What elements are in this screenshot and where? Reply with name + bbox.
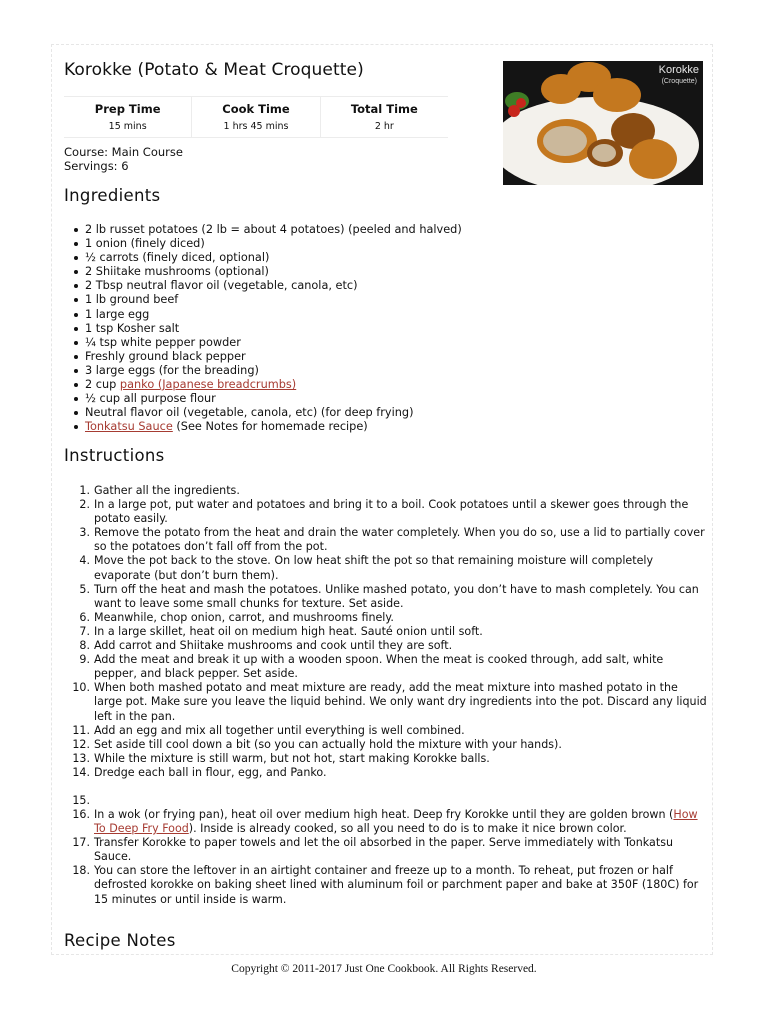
ingredient-item bbox=[64, 336, 684, 350]
ingredient-text: 1 onion (finely diced) bbox=[85, 237, 205, 251]
ingredient-text: (See Notes for homemade recipe) bbox=[172, 420, 368, 434]
ingredient-text: 2 Tbsp neutral flavor oil (vegetable, canola, etc) bbox=[85, 279, 358, 293]
step-text: Gather all the ingredients. bbox=[94, 484, 240, 497]
photo-caption-subtitle: (Croquette) bbox=[661, 78, 697, 85]
ingredient-text: 1 tsp Kosher salt bbox=[85, 321, 180, 335]
step-number: 1. bbox=[79, 484, 90, 497]
prep-time-label: Prep Time bbox=[94, 102, 161, 116]
instruction-step bbox=[64, 752, 708, 766]
instructions-list bbox=[64, 484, 708, 907]
instruction-step bbox=[64, 794, 708, 808]
step-number: 15. bbox=[72, 793, 90, 807]
ingredients-heading: Ingredients bbox=[64, 186, 161, 205]
ingredient-text: ½ carrots (finely diced, optional) bbox=[85, 251, 270, 265]
prep-time bbox=[64, 97, 191, 137]
ingredient-item bbox=[64, 420, 684, 434]
recipe-photo bbox=[503, 61, 703, 185]
step-number: 11. bbox=[72, 723, 90, 737]
step-text: Move the pot back to the stove. On low heat shift the pot so that remaining moisture will completely evaporate (but don’t burn them). bbox=[94, 554, 654, 582]
step-number: 3. bbox=[79, 526, 90, 540]
step-number: 6. bbox=[79, 610, 90, 624]
step-number: 5. bbox=[79, 582, 90, 596]
step-number: 17. bbox=[72, 836, 90, 850]
step-text: Transfer Korokke to paper towels and let the oil absorbed in the paper. Serve immediately with Tonkatsu Sauce. bbox=[94, 836, 674, 864]
ingredient-link[interactable]: panko (Japanese breadcrumbs) bbox=[119, 378, 297, 392]
photo-caption-title: Korokke bbox=[658, 64, 699, 76]
step-text: Meanwhile, chop onion, carrot, and mushrooms finely. bbox=[94, 610, 394, 624]
instruction-step bbox=[64, 639, 708, 653]
cook-time-label: Cook Time bbox=[222, 102, 290, 116]
step-text: When both mashed potato and meat mixture are ready, add the meat mixture into mashed potato in the large pot. Make sure you leave the liquid behind. We only want dry ingredients into the pot. Discard any liquid left in the pan. bbox=[94, 681, 707, 723]
cook-time bbox=[191, 97, 319, 137]
recipe-notes-heading: Recipe Notes bbox=[64, 931, 176, 950]
cook-time-value: 1 hrs 45 mins bbox=[223, 121, 289, 132]
instruction-step bbox=[64, 526, 708, 554]
croquette-filling bbox=[592, 144, 616, 162]
step-text: In a large skillet, heat oil on medium high heat. Sauté onion until soft. bbox=[94, 624, 483, 638]
step-number: 16. bbox=[72, 807, 90, 821]
croquette bbox=[629, 139, 677, 179]
ingredients-list bbox=[64, 223, 684, 434]
instructions-heading: Instructions bbox=[64, 446, 165, 465]
recipe-title: Korokke (Potato & Meat Croquette) bbox=[64, 60, 364, 80]
instruction-step bbox=[64, 864, 708, 906]
ingredient-text: 2 cup bbox=[85, 378, 120, 392]
step-text: Remove the potato from the heat and drain the water completely. When you do so, use a lid to partially cover so the potatoes don’t fall off from the pot. bbox=[94, 526, 705, 554]
ingredient-item bbox=[64, 251, 684, 265]
recipe-times-table bbox=[64, 96, 448, 138]
ingredient-item bbox=[64, 237, 684, 251]
total-time-label: Total Time bbox=[350, 102, 418, 116]
servings: Servings: 6 bbox=[64, 159, 129, 173]
instruction-step bbox=[64, 724, 708, 738]
ingredient-link[interactable]: Tonkatsu Sauce bbox=[85, 420, 173, 434]
step-text: While the mixture is still warm, but not hot, start making Korokke balls. bbox=[94, 751, 490, 765]
ingredient-item bbox=[64, 392, 684, 406]
instruction-step bbox=[64, 625, 708, 639]
ingredient-item bbox=[64, 223, 684, 237]
step-number: 12. bbox=[72, 737, 90, 751]
ingredient-item bbox=[64, 406, 684, 420]
ingredient-item bbox=[64, 265, 684, 279]
instruction-step bbox=[64, 484, 708, 498]
step-text: Add carrot and Shiitake mushrooms and cook until they are soft. bbox=[94, 639, 453, 653]
ingredient-item bbox=[64, 308, 684, 322]
instruction-step bbox=[64, 766, 708, 780]
course: Course: Main Course bbox=[64, 145, 183, 159]
ingredient-item bbox=[64, 322, 684, 336]
step-number: 4. bbox=[79, 554, 90, 568]
step-text: You can store the leftover in an airtight container and freeze up to a month. To reheat, put frozen or half defrosted korokke on baking sheet lined with aluminum foil or parchment paper and bake at 350F (180C) for 15 minutes or until inside is warm. bbox=[94, 864, 699, 906]
instruction-step bbox=[64, 583, 708, 611]
croquette-filling bbox=[543, 126, 587, 156]
ingredient-text: Freshly ground black pepper bbox=[85, 349, 246, 363]
step-number: 18. bbox=[72, 864, 90, 878]
copyright-footer: Copyright © 2011-2017 Just One Cookbook. All Rights Reserved. bbox=[231, 963, 537, 975]
step-number: 8. bbox=[79, 639, 90, 653]
step-number: 7. bbox=[79, 624, 90, 638]
ingredient-item bbox=[64, 378, 684, 392]
croquette bbox=[541, 74, 581, 104]
step-text: In a wok (or frying pan), heat oil over medium high heat. Deep fry Korokke until they are golden brown ( bbox=[94, 807, 674, 821]
ingredient-item bbox=[64, 350, 684, 364]
instruction-step bbox=[64, 738, 708, 752]
korokke-photo-image bbox=[503, 61, 703, 185]
step-text: Dredge each ball in flour, egg, and Panko. bbox=[94, 765, 327, 779]
step-text: Add an egg and mix all together until everything is well combined. bbox=[94, 723, 465, 737]
ingredient-text: 1 lb ground beef bbox=[85, 293, 179, 307]
step-number: 2. bbox=[79, 498, 90, 512]
step-text: In a large pot, put water and potatoes and bring it to a boil. Cook potatoes until a skewer goes through the potato easily. bbox=[94, 498, 689, 526]
instruction-step bbox=[64, 653, 708, 681]
ingredient-item bbox=[64, 293, 684, 307]
instruction-step bbox=[64, 681, 708, 723]
croquette bbox=[593, 78, 641, 112]
step-text: Turn off the heat and mash the potatoes. Unlike mashed potato, you don’t have to mash completely. You can want to leave some small chunks for texture. Set aside. bbox=[94, 582, 699, 610]
ingredient-item bbox=[64, 279, 684, 293]
step-number: 13. bbox=[72, 751, 90, 765]
step-text: Add the meat and break it up with a wooden spoon. When the meat is cooked through, add salt, white pepper, and black pepper. Set aside. bbox=[94, 653, 664, 681]
instruction-step bbox=[64, 554, 708, 582]
total-time-value: 2 hr bbox=[374, 121, 394, 132]
ingredient-item bbox=[64, 364, 684, 378]
step-text: Set aside till cool down a bit (so you can actually hold the mixture with your hands). bbox=[94, 737, 562, 751]
ingredient-text: 1 large egg bbox=[85, 307, 150, 321]
recipe-meta bbox=[64, 145, 183, 173]
step-number: 9. bbox=[79, 653, 90, 667]
prep-time-value: 15 mins bbox=[108, 121, 147, 132]
cherry-tomato bbox=[516, 98, 526, 108]
ingredient-text: Neutral flavor oil (vegetable, canola, etc) (for deep frying) bbox=[85, 406, 414, 420]
ingredient-text: ½ cup all purpose flour bbox=[85, 392, 216, 406]
step-text: ). Inside is already cooked, so all you need to do is to make it nice brown color. bbox=[188, 822, 627, 836]
instruction-step bbox=[64, 611, 708, 625]
ingredient-text: ¼ tsp white pepper powder bbox=[85, 335, 241, 349]
instruction-step bbox=[64, 836, 708, 864]
ingredient-text: 2 lb russet potatoes (2 lb = about 4 potatoes) (peeled and halved) bbox=[85, 223, 462, 236]
instruction-step bbox=[64, 808, 708, 836]
ingredient-text: 3 large eggs (for the breading) bbox=[85, 363, 259, 377]
instruction-step bbox=[64, 498, 708, 526]
step-link[interactable]: How To Deep Fry Food bbox=[94, 807, 698, 836]
ingredient-text: 2 Shiitake mushrooms (optional) bbox=[85, 265, 269, 279]
step-number: 14. bbox=[72, 765, 90, 779]
total-time bbox=[320, 97, 448, 137]
step-number: 10. bbox=[72, 681, 90, 695]
